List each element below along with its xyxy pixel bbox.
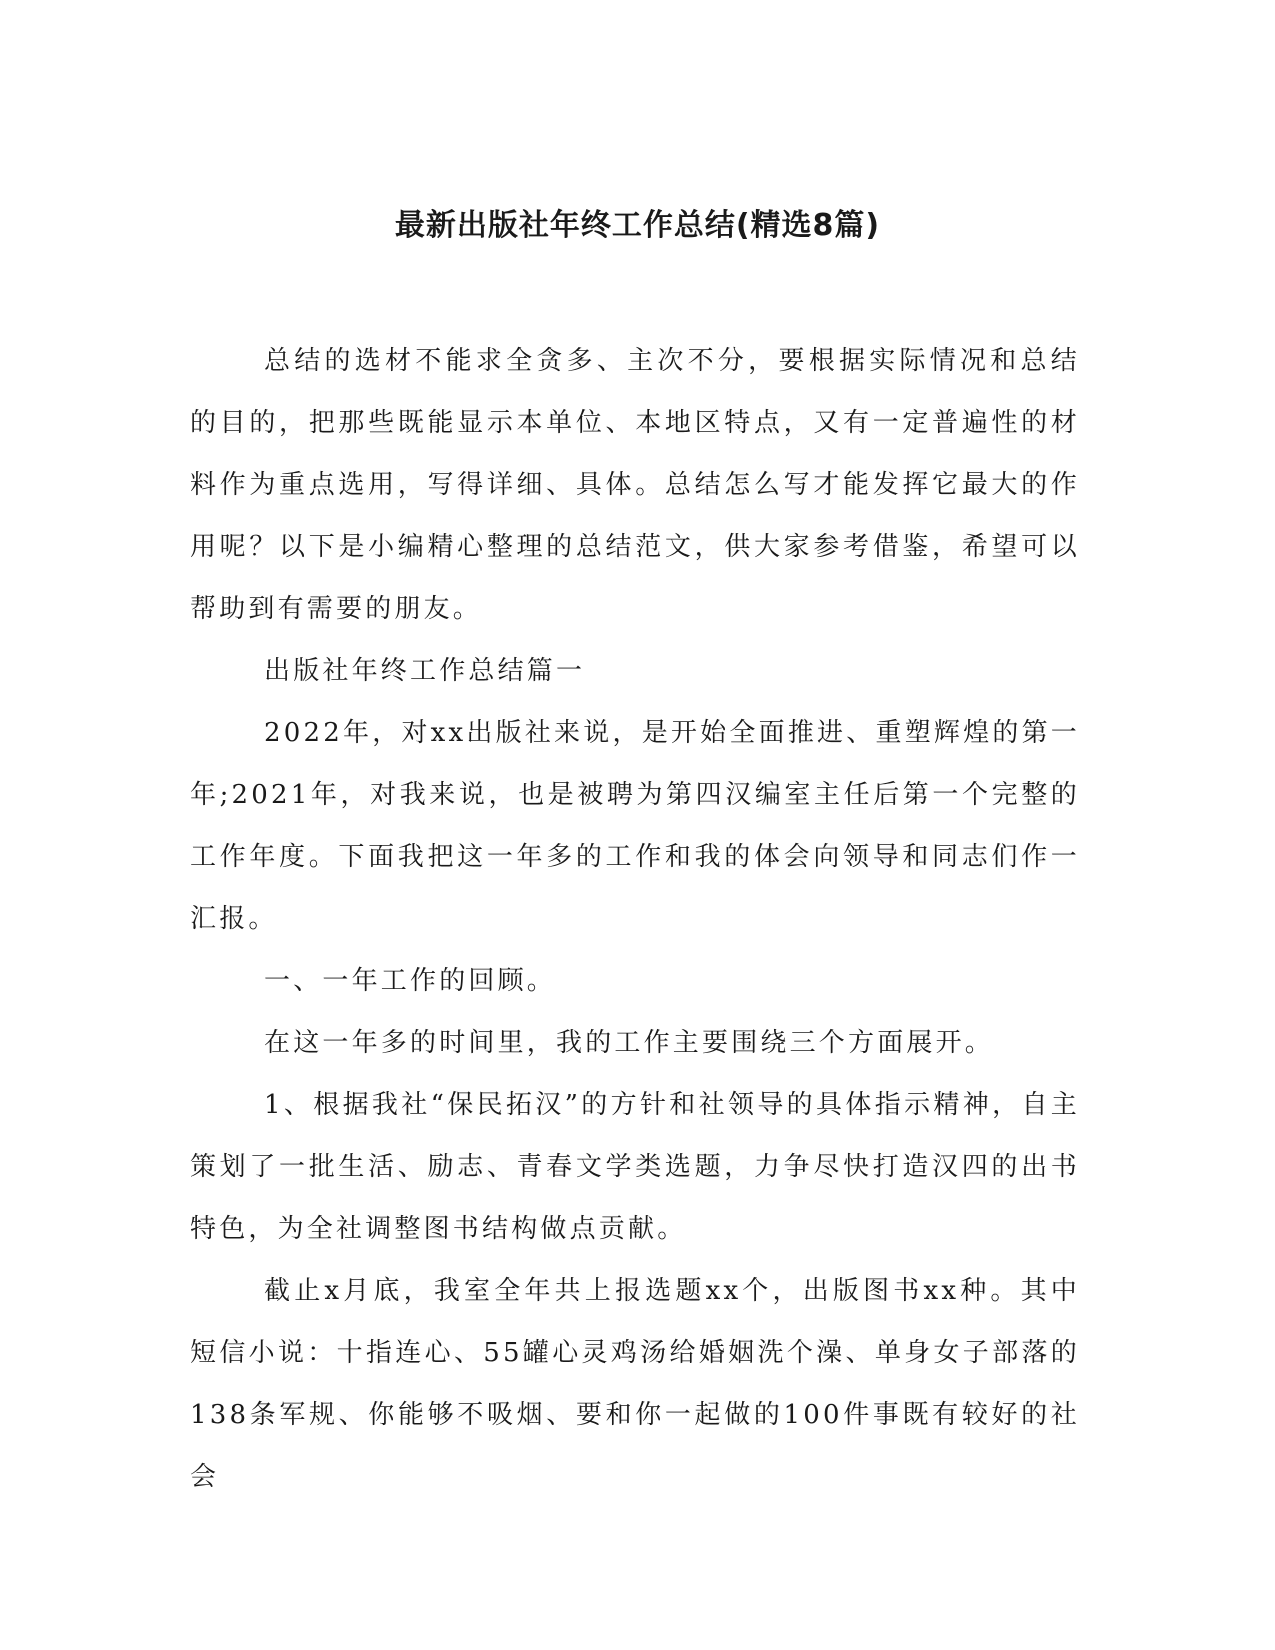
document-body <box>190 330 1080 1508</box>
intro-paragraph: 总结的选材不能求全贪多、主次不分，要根据实际情况和总结的目的，把那些既能显示本单位、本地区特点，又有一定普遍性的材料作为重点选用，写得详细、具体。总结怎么写才能发挥它最大的作用呢？以下是小编精心整理的总结范文，供大家参考借鉴，希望可以帮助到有需要的朋友。 <box>190 346 1080 624</box>
section-heading: 出版社年终工作总结篇一 <box>264 656 586 686</box>
body-paragraph: 1、根据我社“保民拓汉”的方针和社领导的具体指示精神，自主策划了一批生活、励志、青春文学类选题，力争尽快打造汉四的出书特色，为全社调整图书结构做点贡献。 <box>190 1090 1080 1244</box>
subsection-heading: 一、一年工作的回顾。 <box>264 966 557 996</box>
document-title: 最新出版社年终工作总结(精选8篇) <box>394 208 881 243</box>
body-paragraph: 2022年，对xx出版社来说，是开始全面推进、重塑辉煌的第一年;2021年，对我来说，也是被聘为第四汉编室主任后第一个完整的工作年度。下面我把这一年多的工作和我的体会向领导和同志们作一汇报。 <box>190 718 1080 934</box>
body-paragraph: 在这一年多的时间里，我的工作主要围绕三个方面展开。 <box>264 1028 995 1058</box>
body-paragraph: 截止x月底，我室全年共上报选题xx个，出版图书xx种。其中短信小说：十指连心、55罐心灵鸡汤给婚姻洗个澡、单身女子部落的138条军规、你能够不吸烟、要和你一起做的100件事既有较好的社会 <box>190 1276 1080 1492</box>
